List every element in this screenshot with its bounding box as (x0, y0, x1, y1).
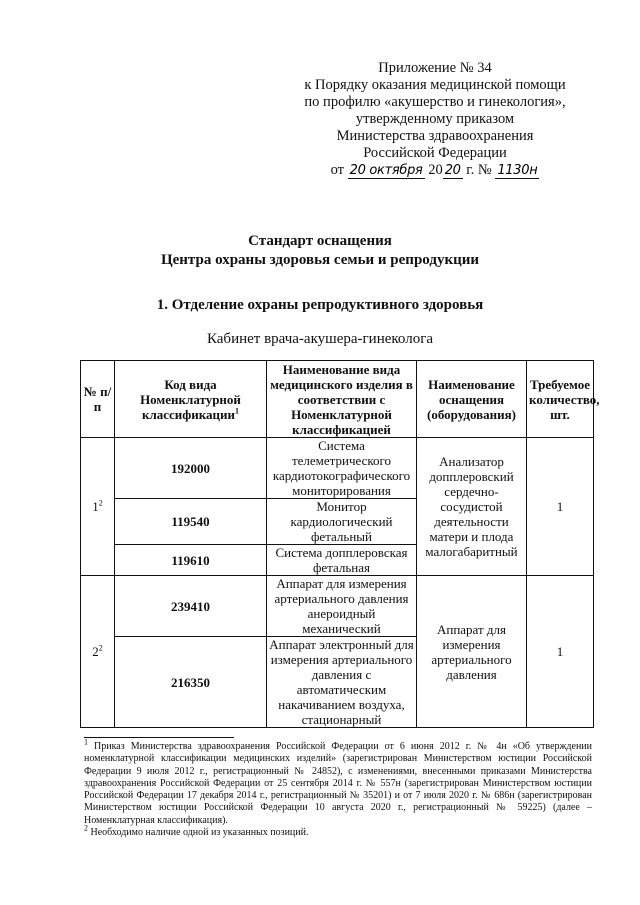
device-name-cell: Аппарат электронный для измерения артериального давления с автоматическим накачиванием воздуха, стационарный (267, 637, 417, 728)
row-number-value: 1 (92, 499, 99, 514)
code-cell: 192000 (115, 438, 267, 499)
handwritten-date: 20 октября (349, 163, 423, 178)
device-name-cell: Аппарат для измерения артериального давления анероидный механический (267, 576, 417, 637)
footnote-2-text: Необходимо наличие одной из указанных позиций. (90, 827, 309, 839)
equipment-cell: Анализатор допплеровский сердечно-сосудистой деятельности матери и плода малогабаритный (417, 438, 527, 576)
quantity-cell: 1 (527, 438, 594, 576)
code-cell: 239410 (115, 576, 267, 637)
date-prefix: от (330, 162, 344, 178)
row-number-value: 2 (92, 644, 99, 659)
footnote-1 (84, 737, 592, 827)
appendix-date-line (280, 162, 590, 179)
table-row (81, 438, 594, 499)
footnote-mark: 1 (84, 737, 88, 747)
code-cell: 119610 (115, 545, 267, 576)
row-number (81, 438, 115, 576)
header-code (115, 361, 267, 438)
appendix-header (280, 60, 590, 179)
footnote-1-text: Приказ Министерства здравоохранения Российской Федерации от 6 июня 2012 г. № 4н «Об утверждении номенклатурной классификации медицинских изделий» (зарегистрирован Министерством юстиции Российской Федерации 9 июля 2012 г., регистрационный № 24852), с изменениями, внесенными приказами Министерства здравоохранения Российской Федерации от 25 сентября 2014 г. № 557н (зарегистрирован Министерством юстиции Российской Федерации 17 декабря 2014 г., регистрационный № 35201) и от 7 июля 2020 г. № 686н (зарегистрирован Министерством юстиции Российской Федерации 10 августа 2020 г., регистрационный № 59225) (далее – Номенклатурная классификация). (84, 741, 592, 826)
header-num: № п/п (81, 361, 115, 438)
header-quantity: Требуемое количество, шт. (527, 361, 594, 438)
code-cell: 119540 (115, 499, 267, 545)
footnotes (84, 737, 592, 839)
year-prefix: 20 (428, 162, 443, 178)
appendix-line: по профилю «акушерство и гинекология», (304, 94, 566, 110)
device-name-cell: Система телеметрического кардиотокографического мониторирования (267, 438, 417, 499)
device-name-cell: Система допплеровская фетальная (267, 545, 417, 576)
equipment-table (80, 360, 600, 728)
device-name-cell: Монитор кардиологический фетальный (267, 499, 417, 545)
handwritten-order-number: 1130н (497, 163, 538, 178)
section-title: 1. Отделение охраны репродуктивного здоровья (156, 297, 484, 313)
header-equipment: Наименование оснащения (оборудования) (417, 361, 527, 438)
number-label: г. № (466, 162, 492, 178)
appendix-number: Приложение № 34 (378, 60, 492, 76)
code-cell: 216350 (115, 637, 267, 728)
footnote-2 (84, 823, 592, 839)
table-row (81, 576, 594, 637)
footnote-ref: 1 (235, 406, 240, 416)
footnote-separator (84, 737, 234, 738)
appendix-line: Министерства здравоохранения (336, 128, 534, 144)
handwritten-year: 20 (444, 163, 461, 178)
table-header-row (81, 361, 594, 438)
footnote-ref: 2 (98, 498, 103, 508)
footnote-mark: 2 (84, 823, 88, 833)
room-title: Кабинет врача-акушера-гинеколога (206, 331, 434, 347)
appendix-line: Российской Федерации (363, 145, 507, 161)
header-code-label: Код вида Номенклатурной классификации (140, 376, 241, 422)
quantity-cell: 1 (527, 576, 594, 728)
document-title: Стандарт оснащения (248, 233, 392, 249)
header-device-name: Наименование вида медицинского изделия в соответствии с Номенклатурной классификацией (267, 361, 417, 438)
appendix-line: к Порядку оказания медицинской помощи (304, 77, 566, 93)
equipment-cell: Аппарат для измерения артериального давления (417, 576, 527, 728)
appendix-line: утвержденному приказом (355, 111, 515, 127)
document-subtitle: Центра охраны здоровья семьи и репродукции (160, 252, 480, 268)
footnote-ref: 2 (98, 643, 103, 653)
row-number (81, 576, 115, 728)
